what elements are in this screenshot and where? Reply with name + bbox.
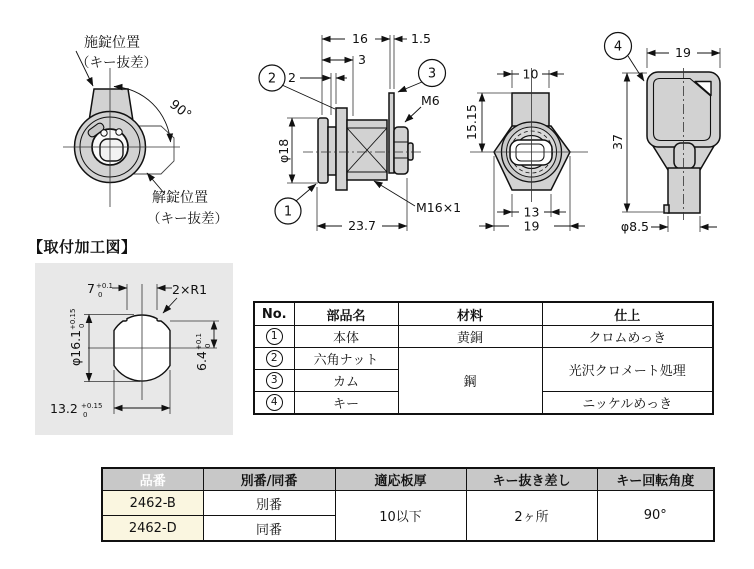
screw-tip	[408, 143, 413, 160]
svg-text:4: 4	[613, 39, 623, 55]
col-header-key-removal: キー抜き差し	[466, 468, 597, 491]
dim-body-width: 16	[352, 31, 368, 46]
key-rotation: 90°	[597, 491, 714, 542]
part-number: 2462-D	[102, 516, 203, 542]
col-header-material: 材料	[398, 302, 542, 326]
side-view-drawing	[245, 15, 460, 237]
dim-across-corners: 19	[523, 218, 540, 234]
front-view-drawing	[30, 25, 240, 230]
balloon-4-group	[605, 33, 645, 82]
dim-diameter: φ18	[276, 138, 291, 163]
col-header-no: No.	[254, 302, 294, 326]
part-material: 黄銅	[398, 326, 542, 348]
dim-flat-width: 13.2	[50, 401, 78, 416]
radius-label: 2×R1	[172, 282, 208, 297]
circled-number: 2	[266, 350, 283, 367]
col-header-key-rotation: キー回転角度	[597, 468, 714, 491]
key-shaft	[668, 168, 700, 213]
lock-position-sub: （キー抜差）	[76, 55, 157, 71]
dim-head-width: 19	[675, 45, 691, 60]
hex-nut-side	[394, 127, 408, 174]
svg-text:0: 0	[204, 343, 212, 348]
spec-table	[101, 467, 715, 542]
lock-position-label: 施錠位置	[84, 35, 140, 51]
unlock-position-label: 解錠位置	[152, 190, 208, 206]
lock-front-body	[63, 68, 180, 207]
svg-text:0: 0	[83, 411, 88, 419]
part-finish: クロムめっき	[542, 326, 713, 348]
part-material: 鋼	[398, 348, 542, 415]
key-series: 別番	[203, 491, 335, 516]
col-header-name: 部品名	[294, 302, 398, 326]
table-row	[254, 348, 713, 370]
svg-text:+0.1: +0.1	[96, 282, 113, 290]
col-header-panel-thickness: 適応板厚	[335, 468, 466, 491]
part-number: 2462-B	[102, 491, 203, 516]
mounting-hole-drawing	[30, 258, 242, 442]
key-drawing	[595, 20, 754, 238]
dim-total-length: 23.7	[348, 218, 376, 233]
table-row	[254, 326, 713, 348]
dim-flange: 2	[288, 70, 296, 85]
svg-text:0: 0	[78, 323, 86, 328]
thread-cam-screw: M6	[421, 93, 440, 108]
dim-cam-width: 10	[522, 66, 539, 82]
key-removal: 2ヶ所	[466, 491, 597, 542]
part-name: 本体	[294, 326, 398, 348]
dim-notch-height: 6.4	[194, 351, 209, 371]
svg-text:3: 3	[427, 66, 437, 82]
rear-view-drawing	[455, 40, 590, 235]
mounting-title: 【取付加工図】	[28, 238, 137, 256]
part-finish: 光沢クロメート処理	[542, 348, 713, 392]
key-slot	[100, 139, 123, 161]
col-header-finish: 仕上	[542, 302, 713, 326]
key-body	[647, 68, 720, 220]
part-finish: ニッケルめっき	[542, 392, 713, 415]
parts-header-row	[254, 302, 713, 326]
col-header-key-series: 別番/同番	[203, 468, 335, 491]
dim-cam-offset: 3	[358, 52, 366, 67]
parts-table	[253, 301, 714, 415]
lock-side-body	[303, 93, 423, 190]
dim-hole-diameter: φ16.1	[68, 329, 83, 366]
front-bezel	[318, 118, 328, 183]
svg-text:2: 2	[267, 71, 277, 87]
panel-thickness: 10以下	[335, 491, 466, 542]
col-header-part-no: 品番	[102, 468, 203, 491]
dim-key-length: 37	[610, 134, 625, 150]
dim-cam-height: 15.15	[464, 104, 479, 140]
svg-text:0: 0	[98, 291, 103, 299]
svg-text:1: 1	[283, 204, 293, 220]
part-name: カム	[294, 370, 398, 392]
part-name: 六角ナット	[294, 348, 398, 370]
dim-shaft-diameter: φ8.5	[620, 219, 649, 234]
part-name: キー	[294, 392, 398, 415]
svg-text:+0.15: +0.15	[69, 308, 77, 330]
key-series: 同番	[203, 516, 335, 542]
spec-header-row	[102, 468, 714, 491]
svg-text:+0.15: +0.15	[81, 402, 103, 410]
table-row	[102, 491, 714, 516]
circled-number: 3	[266, 372, 283, 389]
dim-notch-width: 7	[87, 281, 95, 296]
unlock-position-sub: （キー抜差）	[147, 211, 228, 227]
flange	[336, 108, 347, 190]
circled-number: 1	[266, 328, 283, 345]
svg-text:+0.1: +0.1	[195, 333, 203, 350]
angle-label: 90°	[166, 97, 194, 124]
circled-number: 4	[266, 394, 283, 411]
thread-body: M16×1	[416, 200, 462, 215]
key-collar	[674, 143, 695, 169]
dim-across-flats: 13	[523, 204, 540, 220]
dim-cam-thickness: 1.5	[411, 31, 431, 46]
